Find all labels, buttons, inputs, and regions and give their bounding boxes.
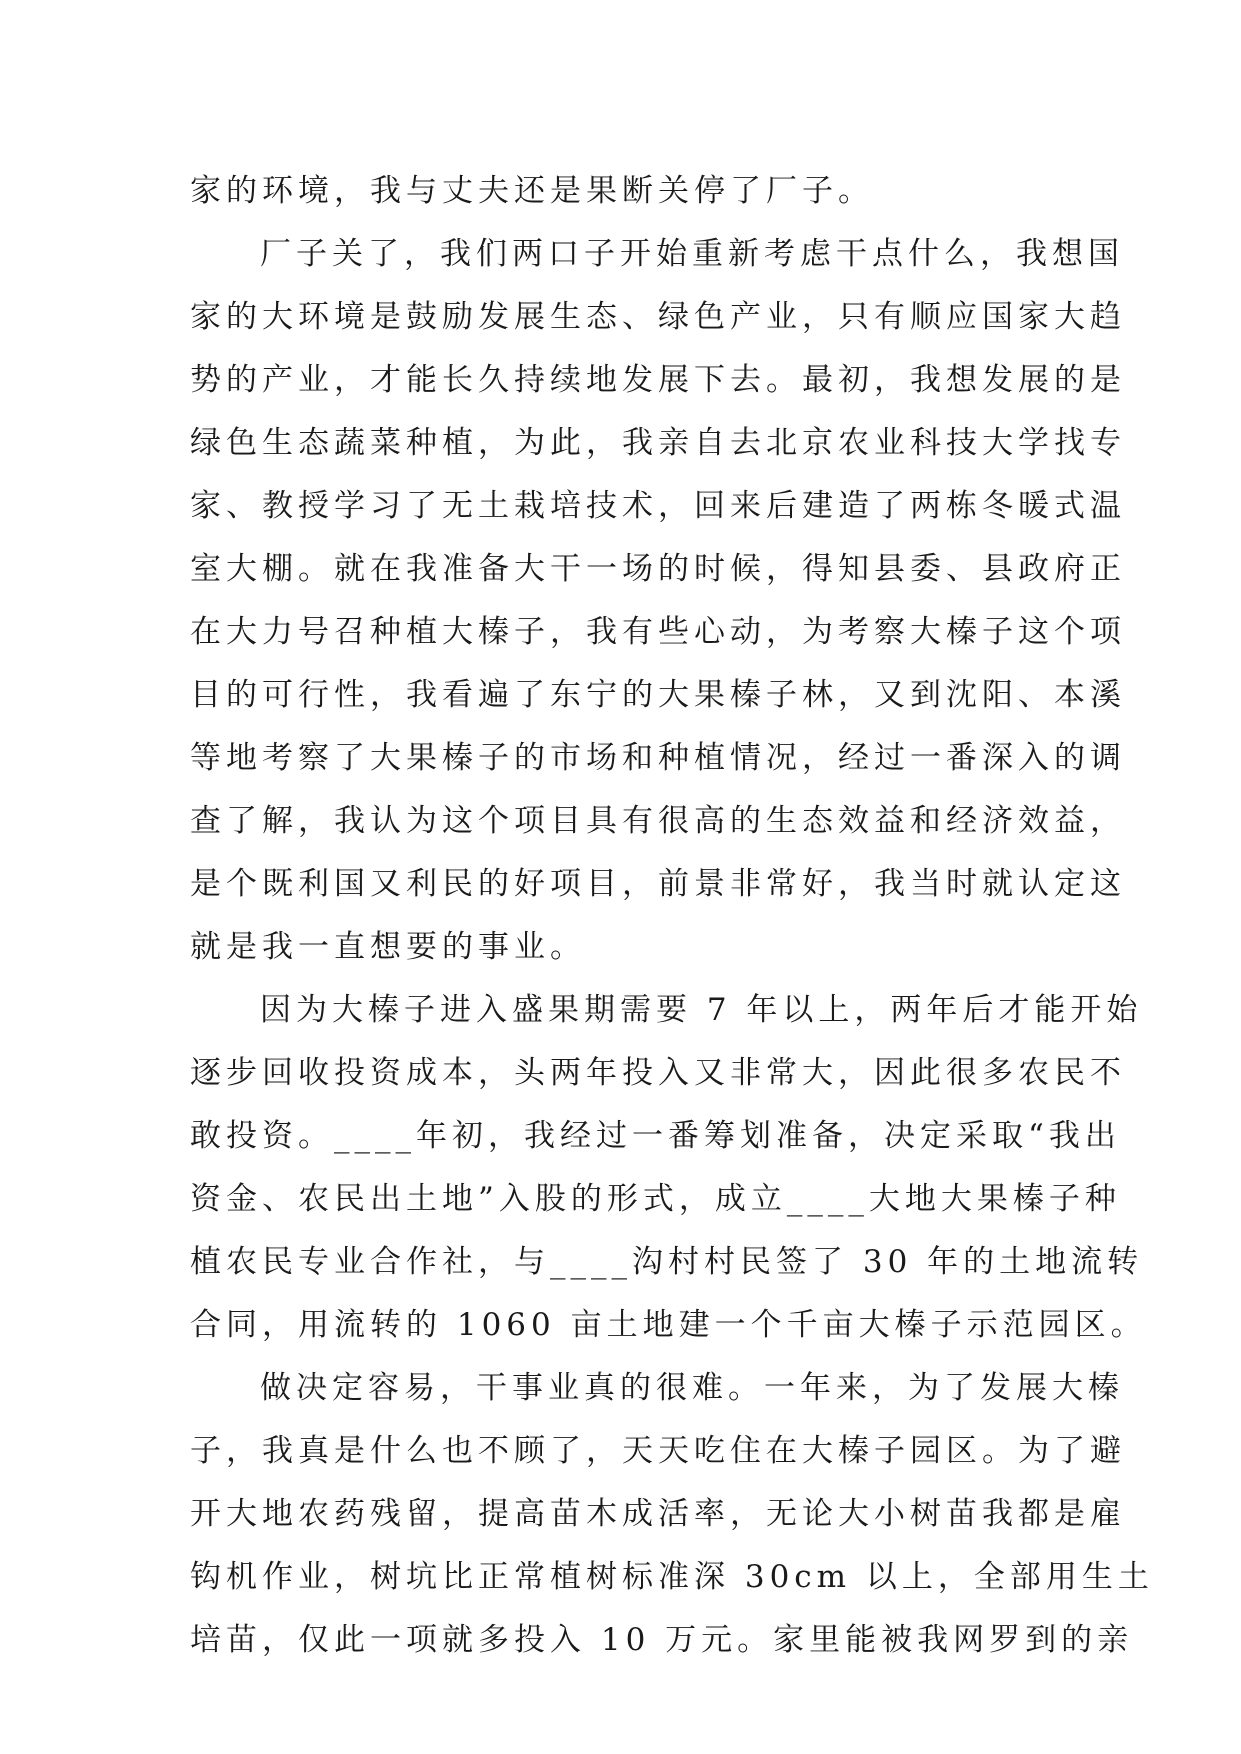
text-line: 势的产业，才能长久持续地发展下去。最初，我想发展的是 [190,362,1126,398]
text-line: 家的环境，我与丈夫还是果断关停了厂子。 [190,173,874,209]
text-line: 目的可行性，我看遍了东宁的大果榛子林，又到沈阳、本溪 [190,677,1126,713]
text-line: 因为大榛子进入盛果期需要 7 年以上，两年后才能开始 [260,992,1143,1028]
text-line: 植农民专业合作社，与____沟村村民签了 30 年的土地流转 [190,1244,1144,1280]
text-line: 逐步回收投资成本，头两年投入又非常大，因此很多农民不 [190,1055,1126,1091]
text-line: 查了解，我认为这个项目具有很高的生态效益和经济效益， [190,803,1126,839]
text-line: 资金、农民出土地”入股的形式，成立____大地大果榛子种 [190,1181,1121,1217]
text-line: 家的大环境是鼓励发展生态、绿色产业，只有顺应国家大趋 [190,299,1126,335]
text-line: 是个既利国又利民的好项目，前景非常好，我当时就认定这 [190,866,1126,902]
text-line: 子，我真是什么也不顾了，天天吃住在大榛子园区。为了避 [190,1433,1126,1469]
text-line: 做决定容易，干事业真的很难。一年来，为了发展大榛 [260,1370,1124,1406]
text-line: 厂子关了，我们两口子开始重新考虑干点什么，我想国 [260,236,1124,272]
text-line: 开大地农药残留，提高苗木成活率，无论大小树苗我都是雇 [190,1496,1126,1532]
text-line: 等地考察了大果榛子的市场和种植情况，经过一番深入的调 [190,740,1126,776]
text-line: 培苗，仅此一项就多投入 10 万元。家里能被我网罗到的亲 [190,1622,1134,1658]
text-line: 在大力号召种植大榛子，我有些心动，为考察大榛子这个项 [190,614,1126,650]
text-line: 绿色生态蔬菜种植，为此，我亲自去北京农业科技大学找专 [190,425,1126,461]
text-line: 家、教授学习了无土栽培技术，回来后建造了两栋冬暖式温 [190,488,1126,524]
document-body [190,160,1154,1672]
text-line: 敢投资。____年初，我经过一番筹划准备，决定采取“我出 [190,1118,1121,1154]
text-line: 室大棚。就在我准备大干一场的时候，得知县委、县政府正 [190,551,1126,587]
text-line: 就是我一直想要的事业。 [190,929,586,965]
text-line: 钩机作业，树坑比正常植树标准深 30cm 以上，全部用生土 [190,1559,1154,1595]
text-line: 合同，用流转的 1060 亩土地建一个千亩大榛子示范园区。 [190,1307,1147,1343]
